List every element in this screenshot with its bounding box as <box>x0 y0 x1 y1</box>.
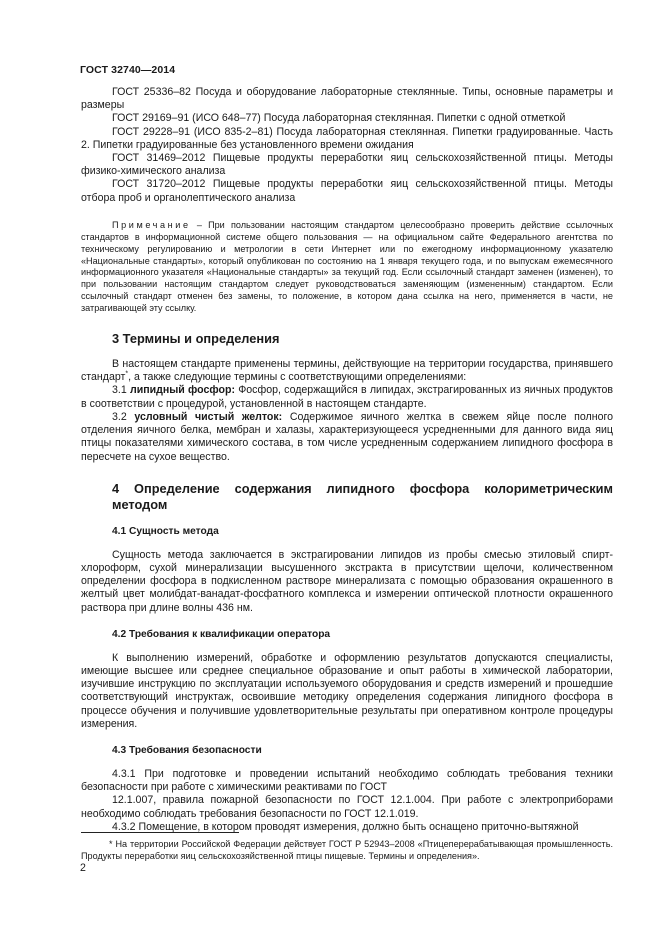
page-header: ГОСТ 32740—2014 <box>80 64 176 76</box>
reference-item: ГОСТ 31469–2012 Пищевые продукты переработки яиц сельскохозяйственной птицы. Методы физико-химического анализа <box>81 152 613 178</box>
section-4-heading: 4 Определение содержания липидного фосфора колориметрическим методом <box>112 480 613 512</box>
footnote-text: На территории Российской Федерации действует ГОСТ Р 52943–2008 «Птицеперерабатывающая промышленность. Продукты переработки яиц сельскохозяйственной птицы пищевые. Термины и определения». <box>81 839 613 861</box>
subsection-4-2-heading: 4.2 Требования к квалификации оператора <box>112 628 331 640</box>
footnote <box>81 838 613 862</box>
footnote-mark: * <box>109 839 113 849</box>
clause-4-3-1: 4.3.1 При подготовке и проведении испытаний необходимо соблюдать требования техники безопасности при работе с химическими реактивами по ГОСТ <box>81 767 613 794</box>
clause-4-3-1-cont: 12.1.007, правила пожарной безопасности по ГОСТ 12.1.004. При работе с электроприборами необходимо соблюдать требования безопасности по ГОСТ 12.1.019. <box>81 794 613 820</box>
term-definition: Фосфор, содержащийся в липидах, экстрагированных из яичных продуктов в соответствии с процедурой, установленной в настоящем стандарте. <box>81 384 614 410</box>
subsection-4-1-heading: 4.1 Сущность метода <box>112 525 219 537</box>
reference-item: ГОСТ 31720–2012 Пищевые продукты переработки яиц сельскохозяйственной птицы. Методы отбора проб и органолептического анализа <box>81 178 613 204</box>
note-text: – При пользовании настоящим стандартом целесообразно проверить действие ссылочных стандартов в информационной системе общего пользования — на официальном сайте Федерального агентства по техническому регулированию и метрологии в сети Интернет или по ежегодному информационному указателю «Национальные стандарты», который опубликован по состоянию на 1 января текущего года, и по выпускам ежемесячного информационного указателя «Национальные стандарты» за текущий год. Если ссылочный стандарт заменен (изменен), то при пользовании настоящим стандартом следует руководствоваться заменяющим (измененным) стандартом. Если ссылочный стандарт отменен без замены, то положение, в котором дана ссылка на него, применяется в части, не затрагивающей эту ссылку. <box>81 219 613 314</box>
note-paragraph <box>81 220 613 315</box>
section-3-intro <box>81 358 613 384</box>
term-definition: Содержимое яичного желтка в свежем яйце после полного отделения яичного белка, мембран и халазы, характеризующееся усредненными для данного вида яиц птицы показателями химического состава, в том числе усредненным содержанием липидного фосфора в пересчете на сухое вещество. <box>81 410 613 463</box>
note-label: Примечание <box>112 219 191 230</box>
clause-4-3-2: 4.3.2 Помещение, в котором проводят измерения, должно быть оснащено приточно-вытяжной <box>112 820 579 833</box>
term-number: 3.2 <box>112 410 135 423</box>
reference-item: ГОСТ 29169–91 (ИСО 648–77) Посуда лабораторная стеклянная. Пипетки с одной отметкой <box>112 112 566 125</box>
section-3-heading: 3 Термины и определения <box>112 331 280 347</box>
term-number: 3.1 <box>112 384 130 397</box>
reference-item: ГОСТ 25336–82 Посуда и оборудование лабораторные стеклянные. Типы, основные параметры и размеры <box>81 86 613 112</box>
subsection-4-3-heading: 4.3 Требования безопасности <box>112 744 262 756</box>
page-number: 2 <box>80 862 86 874</box>
subsection-4-1-text: Сущность метода заключается в экстрагировании липидов из пробы смесью этиловый спирт-хлороформ, сухой минерализации высушенного экстракта в присутствии щелочи, количественном определении фосфора в подкисленном растворе минерализата с помощью образования окрашенного в желтый цвет молибдат-ванадат-фосфатного комплекса и измерении оптической плотности окрашенного раствора при длине волны 436 нм. <box>81 548 613 614</box>
page-content <box>81 86 613 834</box>
footnote-marker: * <box>125 370 129 378</box>
reference-item: ГОСТ 29228–91 (ИСО 835-2–81) Посуда лабораторная стеклянная. Пипетки градуированные. Часть 2. Пипетки градуированные без установленного времени ожидания <box>81 125 613 151</box>
intro-text: В настоящем стандарте применены термины, действующие на территории государства, принявшего стандарт <box>81 358 613 384</box>
footnote-divider <box>81 832 239 833</box>
term-3-1 <box>81 384 613 410</box>
term-name: липидный фосфор: <box>129 384 235 397</box>
intro-text-cont: , а также следующие термины с соответствующими определениями: <box>128 371 467 384</box>
subsection-4-2-text: К выполнению измерений, обработке и оформлению результатов допускаются специалисты, имеющие высшее или среднее специальное образование и опыт работы в химической лаборатории, изучившие инструкцию по эксплуатации используемого оборудования и средств измерений и прошедшие соответствующий инструктаж, освоившие методику определения содержания липидного фосфора в процессе обучения и получившие удовлетворительные результаты при оперативном контроле процедуры измерения. <box>81 651 613 730</box>
term-name: условный чистый желток: <box>134 410 283 423</box>
term-3-2 <box>81 411 613 464</box>
